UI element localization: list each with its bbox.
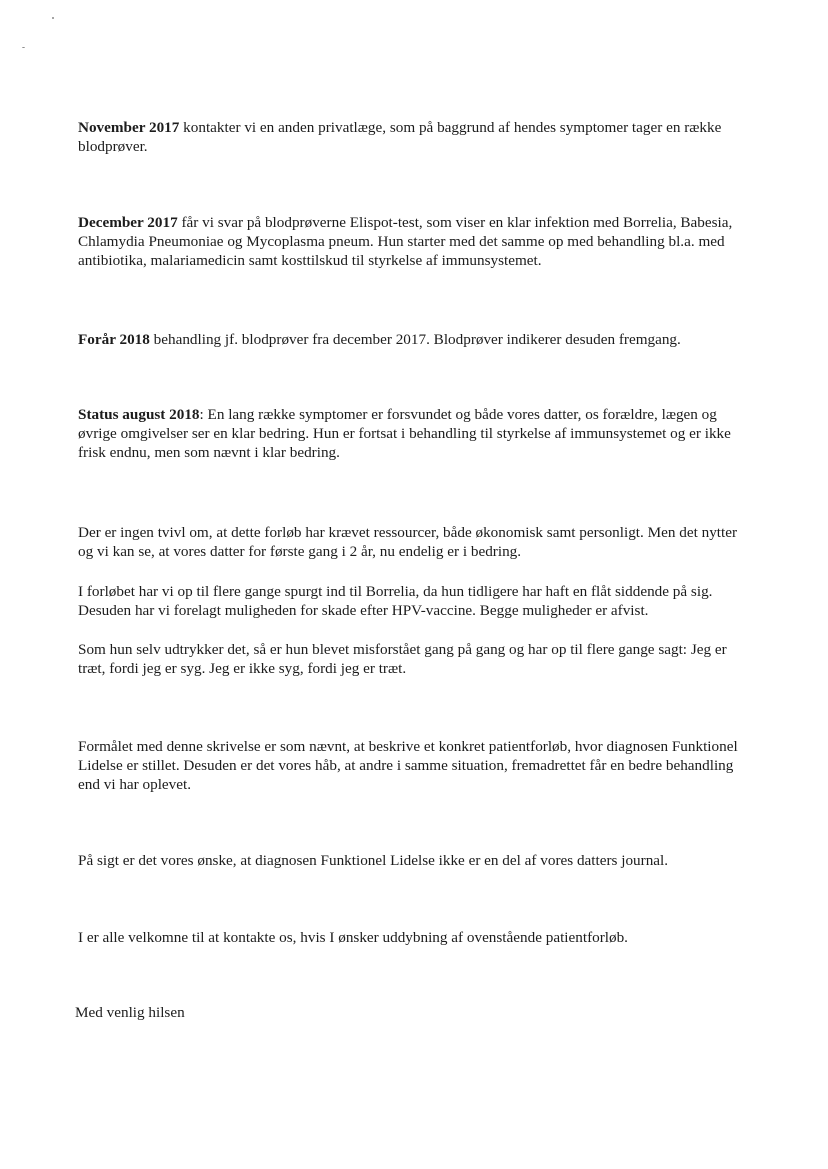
- paragraph-november-2017: [78, 118, 746, 156]
- paragraph-ressourcer: [78, 523, 746, 561]
- paragraph-kontakt: [78, 928, 746, 947]
- paragraph-lead: December 2017: [78, 214, 178, 231]
- paragraph-text: Som hun selv udtrykker det, så er hun blevet misforstået gang på gang og har op til flere gange sagt: Jeg er træt, fordi jeg er syg. Jeg er ikke syg, fordi jeg er træt.: [78, 641, 727, 677]
- paragraph-text: Der er ingen tvivl om, at dette forløb har krævet ressourcer, både økonomisk samt personligt. Men det nytter og vi kan se, at vores datter for første gang i 2 år, nu endelig er i bedring.: [78, 524, 738, 560]
- paragraph-text: Formålet med denne skrivelse er som nævnt, at beskrive et konkret patientforløb, hvor diagnosen Funktionel Lidelse er stillet. Desuden er det vores håb, at andre i samme situation, fremadrettet får en bedre behandling end vi har oplevet.: [78, 738, 738, 793]
- paragraph-misforstaaet: [78, 640, 746, 678]
- paragraph-oenske: [78, 851, 746, 870]
- paragraph-status-august-2018: [78, 405, 746, 462]
- paragraph-foraar-2018: [78, 330, 746, 349]
- paragraph-december-2017: [78, 213, 746, 270]
- scan-speck: [52, 17, 54, 19]
- paragraph-lead: November 2017: [78, 119, 180, 136]
- paragraph-text: I forløbet har vi op til flere gange spurgt ind til Borrelia, da hun tidligere har haft en flåt siddende på sig. Desuden har vi forelagt muligheden for skade efter HPV-vaccine. Begge muligheder er afvist.: [78, 583, 713, 619]
- scan-speck: [22, 47, 25, 48]
- paragraph-text: På sigt er det vores ønske, at diagnosen Funktionel Lidelse ikke er en del af vores datters journal.: [78, 852, 669, 869]
- closing-salutation: Med venlig hilsen: [75, 1004, 185, 1021]
- paragraph-text: får vi svar på blodprøverne Elispot-test, som viser en klar infektion med Borrelia, Babesia, Chlamydia Pneumoniae og Mycoplasma pneum. Hun starter med det samme op med behandling bl.a. med antibiotika, malariamedicin samt kosttilskud til styrkelse af immunsystemet.: [78, 214, 733, 269]
- paragraph-borrelia: [78, 582, 746, 620]
- paragraph-text: : En lang række symptomer er forsvundet og både vores datter, os forældre, lægen og øvrige omgivelser ser en klar bedring. Hun er fortsat i behandling til styrkelse af immunsystemet og er ikke frisk endnu, men som nævnt i klar bedring.: [78, 406, 731, 461]
- paragraph-lead: Forår 2018: [78, 331, 150, 348]
- paragraph-formaal: [78, 737, 746, 794]
- paragraph-text: kontakter vi en anden privatlæge, som på baggrund af hendes symptomer tager en række blodprøver.: [78, 119, 722, 155]
- paragraph-text: behandling jf. blodprøver fra december 2017. Blodprøver indikerer desuden fremgang.: [149, 331, 681, 348]
- paragraph-lead: Status august 2018: [78, 406, 200, 423]
- paragraph-text: I er alle velkomne til at kontakte os, hvis I ønsker uddybning af ovenstående patientforløb.: [78, 929, 628, 946]
